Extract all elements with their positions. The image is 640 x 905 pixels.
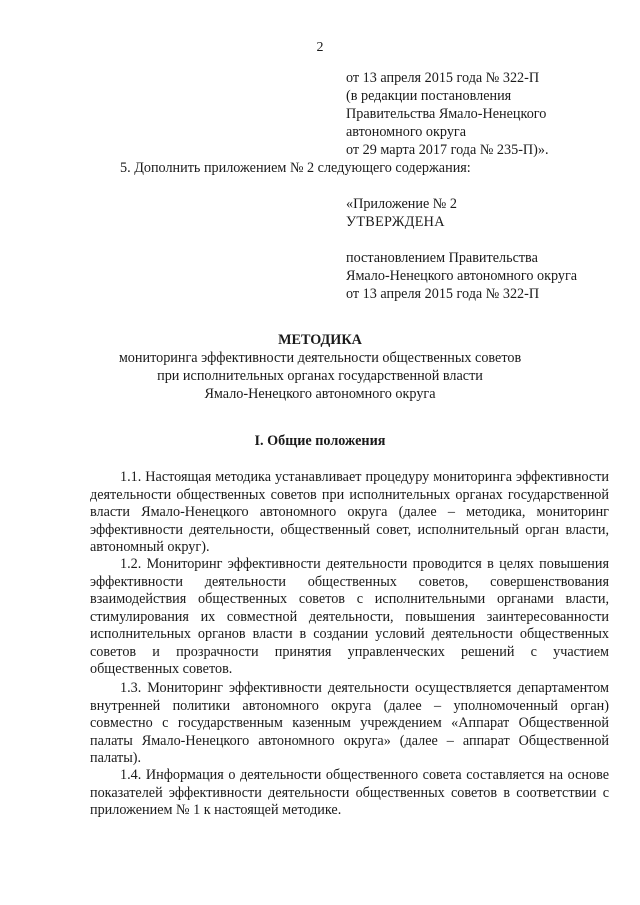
page-number: 2: [316, 40, 324, 55]
decree-line-2: Ямало-Ненецкого автономного округа: [346, 268, 578, 284]
paragraph-1-2: 1.2. Мониторинг эффективности деятельности проводится в целях повышения эффективности деятельности общественных советов, совершенствования взаимодействия общественных советов с исполнительными органами власти, стимулирования их совместной деятельности, повышения заинтересованности исполнительных органов власти в создании условий деятельности общественных советов и прозрачности принятия управленческих решений с участием общественных советов.: [90, 556, 609, 677]
decree-line-1: постановлением Правительства: [346, 250, 538, 266]
paragraph-1-3: 1.3. Мониторинг эффективности деятельности осуществляется департаментом внутренней политики автономного округа (далее – уполномоченный орган) совместно с государственным казенным учреждением «Аппарат Общественной палаты Ямало-Ненецкого автономного округа» (далее – аппарат Общественной палаты).: [90, 680, 609, 766]
paragraph-1-4: 1.4. Информация о деятельности общественного совета составляется на основе показателей эффективности деятельности общественных советов в соответствии с приложением № 1 к настоящей методике.: [90, 767, 609, 818]
decree-line-3: от 13 апреля 2015 года № 322-П: [346, 286, 540, 302]
approved-label: УТВЕРЖДЕНА: [346, 214, 445, 230]
item-5: 5. Дополнить приложением № 2 следующего содержания:: [120, 160, 471, 176]
document-title: МЕТОДИКА: [278, 332, 362, 348]
document-subtitle-1: мониторинга эффективности деятельности общественных советов: [118, 350, 522, 366]
document-subtitle-2: при исполнительных органах государственной власти: [157, 368, 483, 384]
top-block-line-3: Правительства Ямало-Ненецкого: [346, 106, 547, 122]
top-block-line-2: (в редакции постановления: [346, 88, 512, 104]
section-heading: I. Общие положения: [254, 433, 386, 449]
paragraph-1-1: 1.1. Настоящая методика устанавливает процедуру мониторинга эффективности деятельности общественных советов при исполнительных органах государственной власти Ямало-Ненецкого автономного округа (далее – методика, мониторинг эффективности деятельности, общественный совет, исполнительный орган власти, автономный округ).: [90, 469, 609, 555]
top-block-line-5: от 29 марта 2017 года № 235-П)».: [346, 142, 549, 158]
document-subtitle-3: Ямало-Ненецкого автономного округа: [204, 386, 436, 402]
appendix-label: «Приложение № 2: [346, 196, 457, 212]
top-block-line-4: автономного округа: [346, 124, 467, 140]
top-block-line-1: от 13 апреля 2015 года № 322-П: [346, 70, 540, 86]
